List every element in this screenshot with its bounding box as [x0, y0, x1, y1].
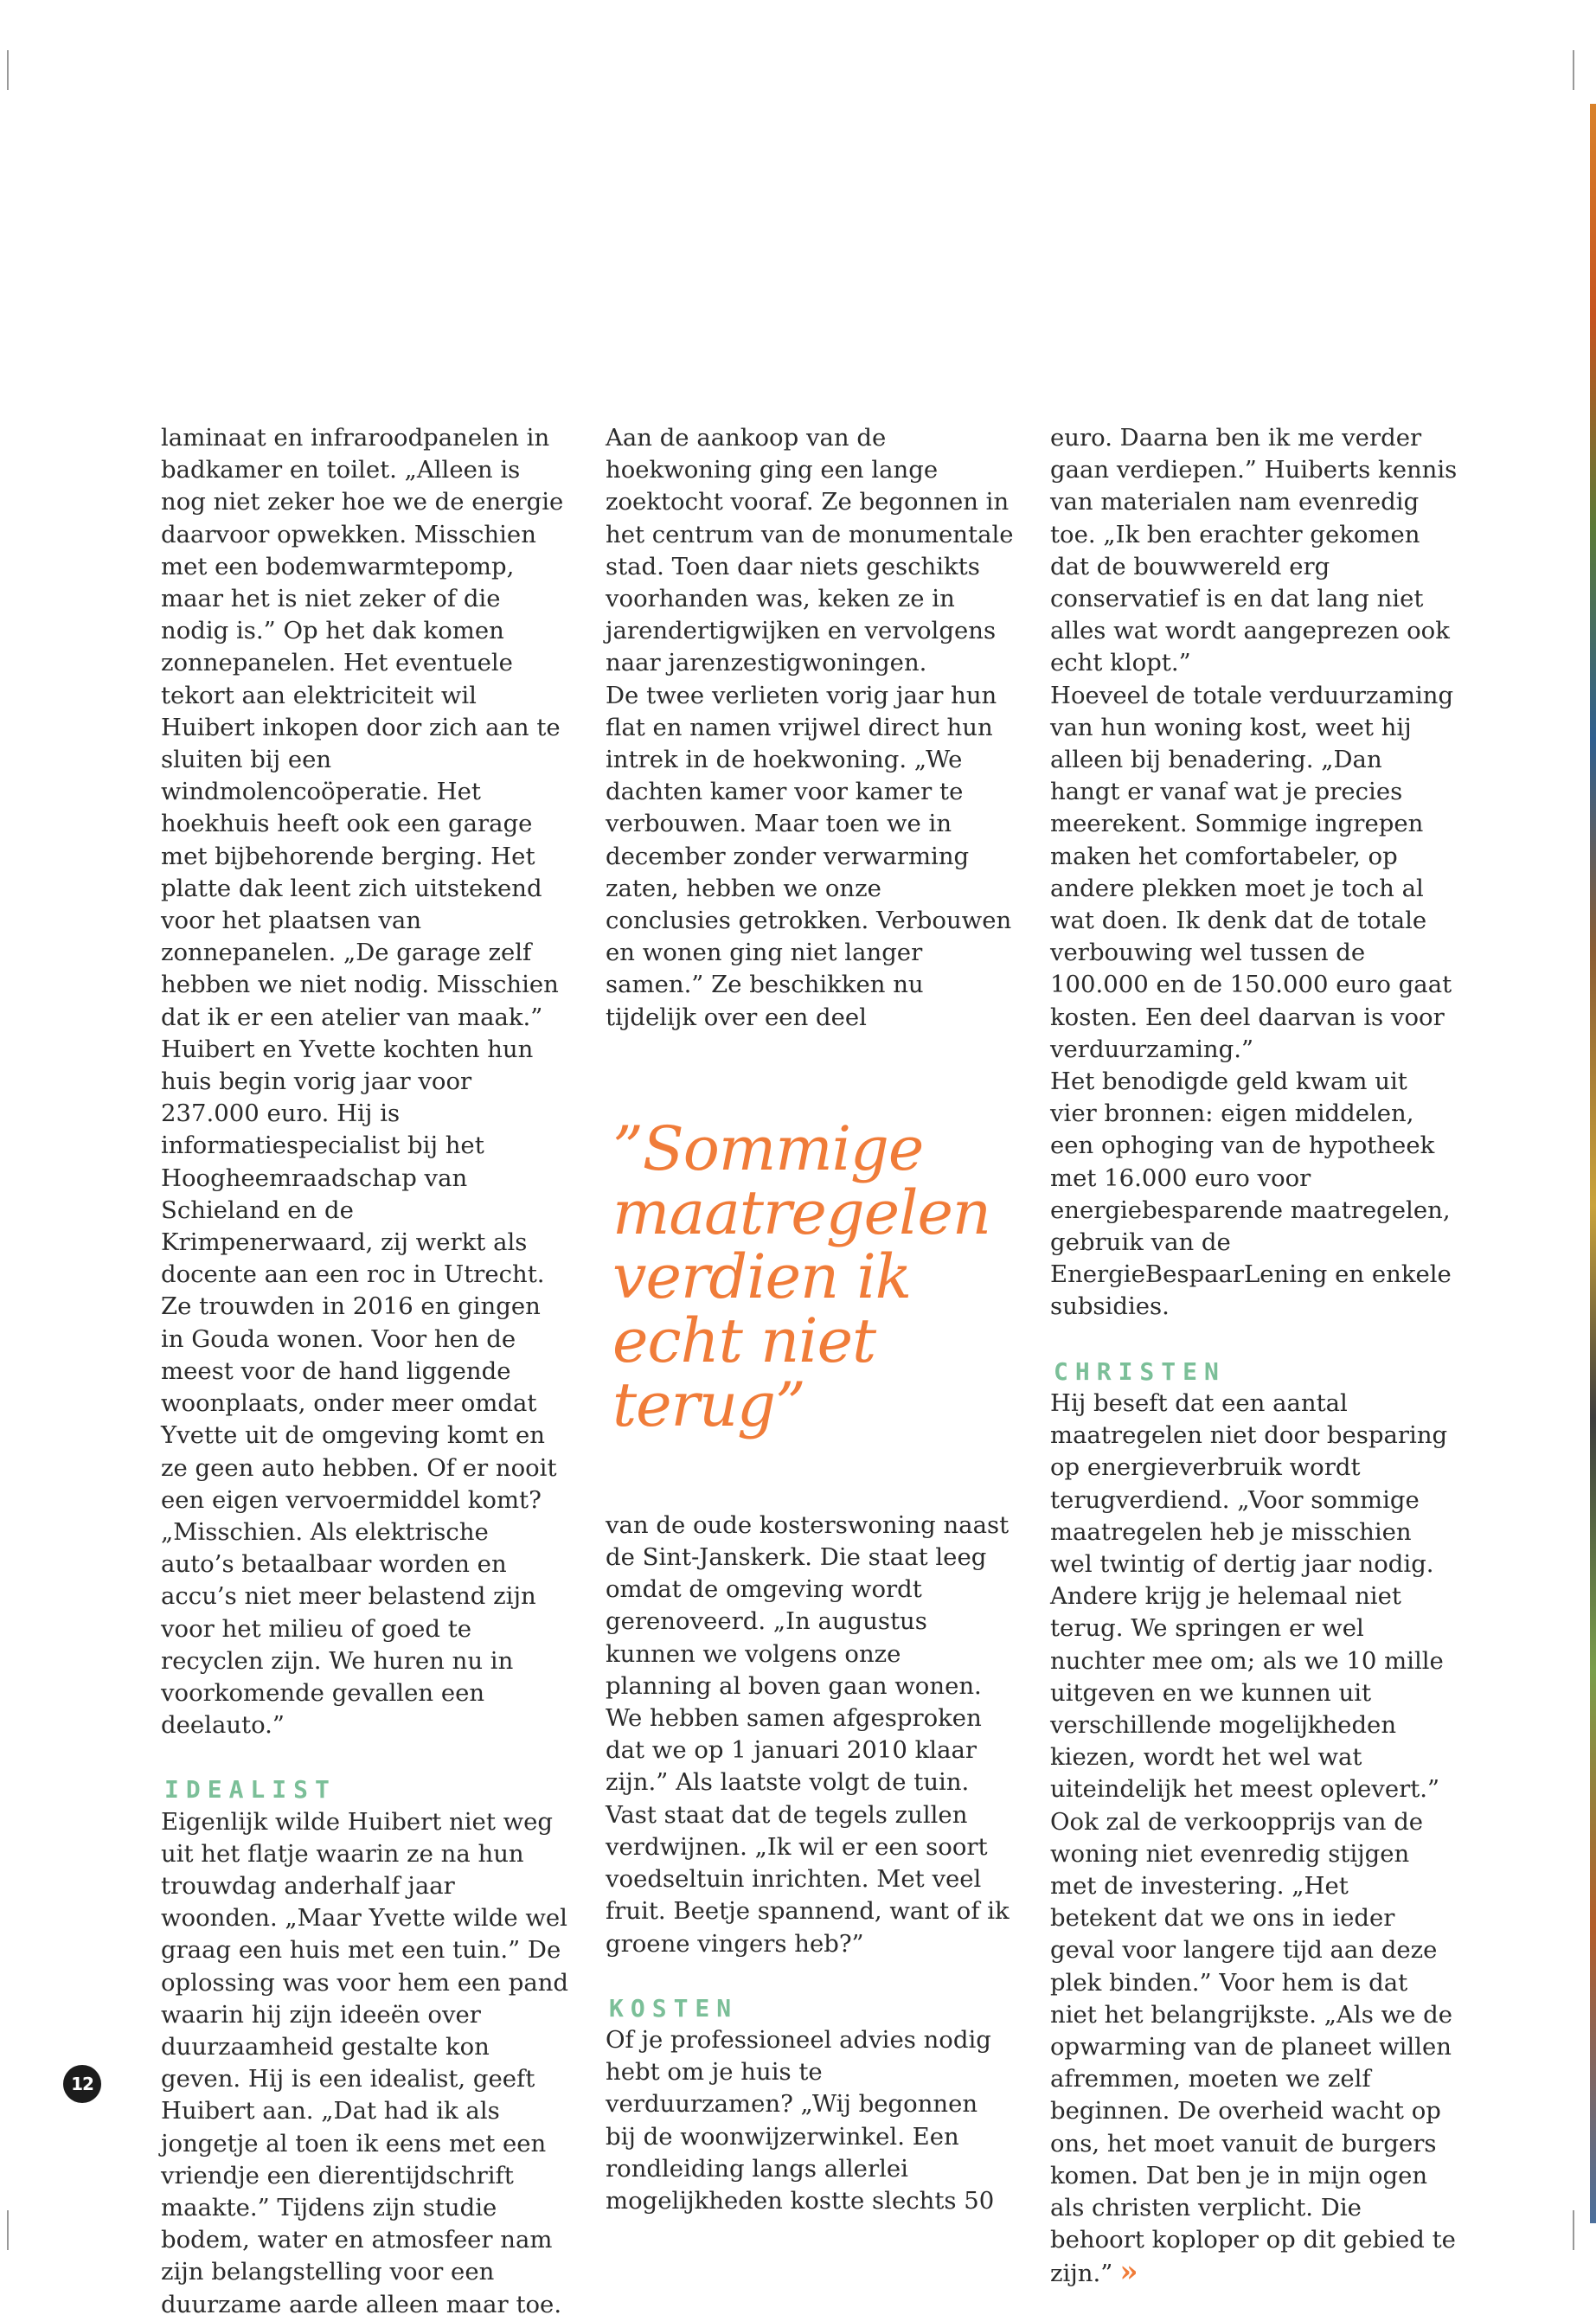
body-paragraph: van de oude kosterswoning naast de Sint-Janskerk. Die staat leeg omdat de omgeving wordt gerenoveerd. „In augustus kunnen we volgens onze planning al boven gaan wonen. We hebben samen afgesproken dat we op 1 januari 2010 klaar zijn.” Als laatste volgt de tuin. Vast staat dat de tegels zullen verdwijnen. „Ik wil er een soort voedseltuin inrichten. Met veel fruit. Beetje spannend, want of ik groene vingers heb?” — [606, 1510, 1010, 1958]
body-paragraph: Eigenlijk wilde Huibert niet weg uit het flatje waarin ze na hun trouwdag anderhalf jaar woonden. „Maar Yvette wilde wel graag een huis met een tuin.” De oplossing was voor hem een pand waarin hij zijn ideeën over duurzaamheid gestalte kon geven. Hij is een idealist, geeft Huibert aan. „Dat had ik als jongetje al toen ik eens met een vriendje een dierentijdschrift maakte.” Tijdens zijn studie bodem, water en atmosfeer nam zijn belangstelling voor een duurzame aarde alleen maar toe. — [161, 1807, 569, 2318]
paragraph-text: Ook zal de verkoopprijs van de woning niet evenredig stijgen met de investering. „Het betekent dat we ons in ieder geval voor langere tijd aan deze plek binden.” Voor hem is dat niet het belangrijkste. „Als we de opwarming van de planeet willen afremmen, moeten we zelf beginnen. De overheid wacht op ons, het moet vanuit de burgers komen. Dat ben je in mijn ogen als christen verplicht. Die behoort koploper op dit gebied te zijn.” — [1050, 1807, 1456, 2288]
body-paragraph: Of je professioneel advies nodig hebt om je huis te verduurzamen? „Wij begonnen bij de woonwijzerwinkel. Een rondleiding langs allerlei mogelijkheden kostte slechts 50 — [606, 2025, 995, 2215]
crop-mark-top-left — [7, 50, 9, 90]
text-column-1 — [161, 422, 569, 2321]
crop-mark-top-right — [1573, 50, 1574, 90]
body-paragraph: Hoeveel de totale verduurzaming van hun woning kost, weet hij alleen bij benadering. „Dan hangt er vanaf wat je precies meerekent. Sommige ingrepen maken het comfortabeler, op andere plekken moet je toch al wat doen. Ik denk dat de totale verbouwing wel tussen de 100.000 en de 150.000 euro gaat kosten. Een deel daarvan is voor verduurzaming.” — [1050, 681, 1454, 1063]
body-paragraph — [1050, 1806, 1458, 2291]
body-paragraph: De twee verlieten vorig jaar hun flat en namen vrijwel direct hun intrek in de hoekwoning. „We dachten kamer voor kamer te verbouwen. Maar toen we in december zonder verwarming zaten, hebben we onze conclusies getrokken. Verbouwen en wonen ging niet langer samen.” Ze beschikken nu tijdelijk over een deel — [606, 681, 1012, 1031]
body-paragraph: Aan de aankoop van de hoekwoning ging een lange zoektocht vooraf. Ze begonnen in het centrum van de monumentale stad. Toen daar niets geschikts voorhanden was, keken ze in jarendertigwijken en vervolgens naar jarenzestigwoningen. — [606, 424, 1014, 677]
continue-arrow-icon: » — [1119, 2254, 1131, 2290]
body-paragraph: Hij beseft dat een aantal maatregelen niet door besparing op energieverbruik wordt terugverdiend. „Voor sommige maatregelen heb je misschien wel twintig of dertig jaar nodig. Andere krijg je helemaal niet terug. We springen er wel nuchter mee om; als we 10 mille uitgeven en we kunnen uit verschillende mogelijkheden kiezen, wordt het wel wat uiteindelijk het meest oplevert.” — [1050, 1388, 1448, 1804]
page-edge-strip — [1590, 104, 1596, 2223]
text-column-2 — [606, 422, 1014, 2217]
text-column-3 — [1050, 422, 1458, 2291]
page-number: 12 — [63, 2065, 101, 2103]
body-paragraph: Het benodigde geld kwam uit vier bronnen: eigen middelen, een ophoging van de hypotheek met 16.000 euro voor energiebesparende maatregelen, gebruik van de EnergieBespaarLening en enkele subsidies. — [1050, 1068, 1452, 1321]
section-heading: KOSTEN — [609, 1993, 739, 2023]
body-paragraph: Huibert en Yvette kochten hun huis begin vorig jaar voor 237.000 euro. Hij is informatiespecialist bij het Hoogheemraadschap van Schieland en de Krimpenerwaard, zij werkt als docente aan een roc in Utrecht. Ze trouwden in 2016 en gingen in Gouda wonen. Voor hen de meest voor de hand liggende woonplaats, onder meer omdat Yvette uit de omgeving komt en ze geen auto hebben. Of er nooit een eigen vervoermiddel komt? „Misschien. Als elektrische auto’s betaalbaar worden en accu’s niet meer belastend zijn voor het milieu of goed te recyclen zijn. We huren nu in voorkomende gevallen een deelauto.” — [161, 1035, 557, 1740]
crop-mark-bottom-right — [1573, 2210, 1574, 2250]
pull-quote: ”Sommige maatregelen verdien ik echt niet terug” — [612, 1112, 990, 1440]
body-paragraph: laminaat en infraroodpanelen in badkamer en toilet. „Alleen is nog niet zeker hoe we de energie daarvoor opwekken. Misschien met een bodemwarmtepomp, maar het is niet zeker of die nodig is.” Op het dak komen zonnepanelen. Het eventuele tekort aan elektriciteit wil Huibert inkopen door zich aan te sluiten bij een windmolencoöperatie. Het hoekhuis heeft ook een garage met bijbehorende berging. Het platte dak leent zich uitstekend voor het plaatsen van zonnepanelen. „De garage zelf hebben we niet nodig. Misschien dat ik er een atelier van maak.” — [161, 424, 564, 1031]
section-heading: CHRISTEN — [1054, 1356, 1226, 1386]
section-heading: IDEALIST — [164, 1775, 337, 1805]
body-paragraph: euro. Daarna ben ik me verder gaan verdiepen.” Huiberts kennis van materialen nam evenredig toe. „Ik ben erachter gekomen dat de bouwwereld erg conservatief is en dat lang niet alles wat wordt aangeprezen ook echt klopt.” — [1050, 424, 1458, 677]
crop-mark-bottom-left — [7, 2210, 9, 2250]
